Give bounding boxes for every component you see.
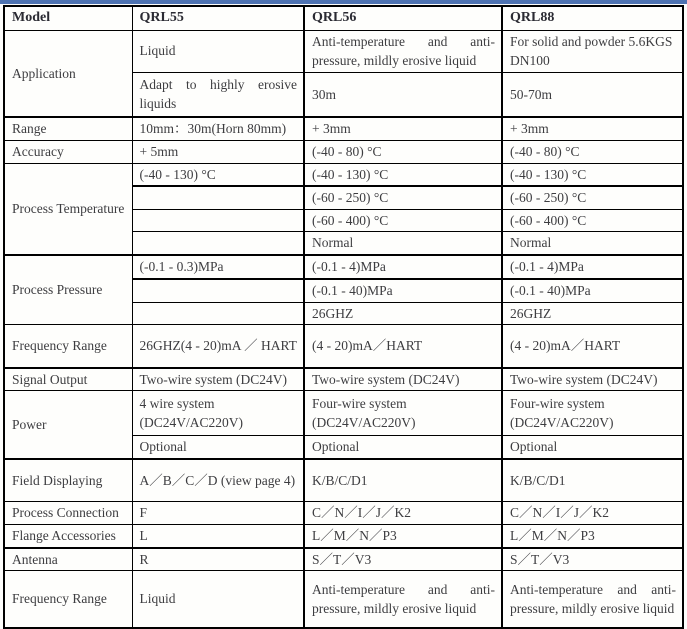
spec-table: [3, 5, 684, 629]
row-label-antenna: Antenna: [4, 548, 132, 571]
cell: K/B/C/D1: [502, 459, 683, 502]
cell: Two-wire system (DC24V): [132, 368, 304, 391]
cell: R: [132, 548, 304, 571]
cell: 50-70m: [502, 72, 683, 117]
cell: [132, 209, 304, 232]
cell: (-0.1 - 40)MPa: [304, 279, 502, 302]
cell: (-40 - 80) °C: [502, 140, 683, 163]
row-label-field-displaying: Field Displaying: [4, 459, 132, 502]
cell: (4 - 20)mA／HART: [502, 325, 683, 368]
row-label-accuracy: Accuracy: [4, 140, 132, 163]
table-row: [4, 163, 683, 186]
cell: 4 wire system (DC24V/AC220V): [132, 391, 304, 436]
cell: Liquid: [132, 30, 304, 72]
cell: [132, 302, 304, 325]
table-row: [4, 30, 683, 72]
table-row: [4, 502, 683, 525]
cell: + 5mm: [132, 140, 304, 163]
cell: Anti-temperature and anti-pressure, mildly erosive liquid: [304, 30, 502, 72]
cell: Liquid: [132, 571, 304, 628]
cell: + 3mm: [502, 117, 683, 140]
cell: 26GHZ: [502, 302, 683, 325]
table-row: [4, 325, 683, 368]
cell: (-0.1 - 4)MPa: [304, 255, 502, 279]
cell: [132, 279, 304, 302]
cell: S／T／V3: [502, 548, 683, 571]
cell: [132, 232, 304, 255]
row-label-frequency-range-2: Frequency Range: [4, 571, 132, 628]
table-row: [4, 548, 683, 571]
cell: Two-wire system (DC24V): [502, 368, 683, 391]
cell: L: [132, 525, 304, 548]
cell: (-0.1 - 40)MPa: [502, 279, 683, 302]
row-label-signal-output: Signal Output: [4, 368, 132, 391]
cell: C／N／I／J／K2: [304, 502, 502, 525]
row-label-process-connection: Process Connection: [4, 502, 132, 525]
cell: Four-wire system (DC24V/AC220V): [304, 391, 502, 436]
row-label-power: Power: [4, 391, 132, 459]
cell: Anti-temperature and anti-pressure, mildly erosive liquid: [304, 571, 502, 628]
cell: Optional: [132, 436, 304, 459]
cell: (-60 - 400) °C: [304, 209, 502, 232]
cell: For solid and powder 5.6KGS DN100: [502, 30, 683, 72]
cell: F: [132, 502, 304, 525]
cell: 26GHZ(4 - 20)mA ／ HART: [132, 325, 304, 368]
cell: (4 - 20)mA／HART: [304, 325, 502, 368]
table-row: [4, 525, 683, 548]
cell: + 3mm: [304, 117, 502, 140]
cell: Optional: [502, 436, 683, 459]
header-qrl88: QRL88: [502, 6, 683, 30]
cell: Anti-temperature and anti-pressure, mildly erosive liquid: [502, 571, 683, 628]
cell: (-0.1 - 4)MPa: [502, 255, 683, 279]
header-qrl55: QRL55: [132, 6, 304, 30]
cell: S／T／V3: [304, 548, 502, 571]
cell: [132, 186, 304, 209]
row-label-range: Range: [4, 117, 132, 140]
table-row: [4, 571, 683, 628]
cell: (-60 - 400) °C: [502, 209, 683, 232]
row-label-application: Application: [4, 30, 132, 117]
table-row: [4, 391, 683, 436]
row-label-process-pressure: Process Pressure: [4, 255, 132, 325]
table-row: [4, 255, 683, 279]
cell: 26GHZ: [304, 302, 502, 325]
cell: 30m: [304, 72, 502, 117]
header-qrl56: QRL56: [304, 6, 502, 30]
top-accent-bar: [0, 0, 687, 4]
cell: (-60 - 250) °C: [502, 186, 683, 209]
cell: (-40 - 130) °C: [502, 163, 683, 186]
cell: A／B／C／D (view page 4): [132, 459, 304, 502]
cell: Two-wire system (DC24V): [304, 368, 502, 391]
cell: Optional: [304, 436, 502, 459]
row-label-frequency-range: Frequency Range: [4, 325, 132, 368]
header-model: Model: [4, 6, 132, 30]
cell: (-40 - 130) °C: [304, 163, 502, 186]
cell: C／N／I／J／K2: [502, 502, 683, 525]
cell: (-60 - 250) °C: [304, 186, 502, 209]
header-row: [4, 6, 683, 30]
cell: L／M／N／P3: [502, 525, 683, 548]
table-row: [4, 368, 683, 391]
cell: (-40 - 80) °C: [304, 140, 502, 163]
cell: Adapt to highly erosive liquids: [132, 72, 304, 117]
cell: Four-wire system (DC24V/AC220V): [502, 391, 683, 436]
cell: Normal: [502, 232, 683, 255]
row-label-process-temperature: Process Temperature: [4, 163, 132, 255]
cell: 10mm：30m(Horn 80mm): [132, 117, 304, 140]
table-row: [4, 117, 683, 140]
table-row: [4, 140, 683, 163]
cell: K/B/C/D1: [304, 459, 502, 502]
cell: (-40 - 130) °C: [132, 163, 304, 186]
cell: (-0.1 - 0.3)MPa: [132, 255, 304, 279]
cell: L／M／N／P3: [304, 525, 502, 548]
cell: Normal: [304, 232, 502, 255]
table-row: [4, 459, 683, 502]
row-label-flange-accessories: Flange Accessories: [4, 525, 132, 548]
